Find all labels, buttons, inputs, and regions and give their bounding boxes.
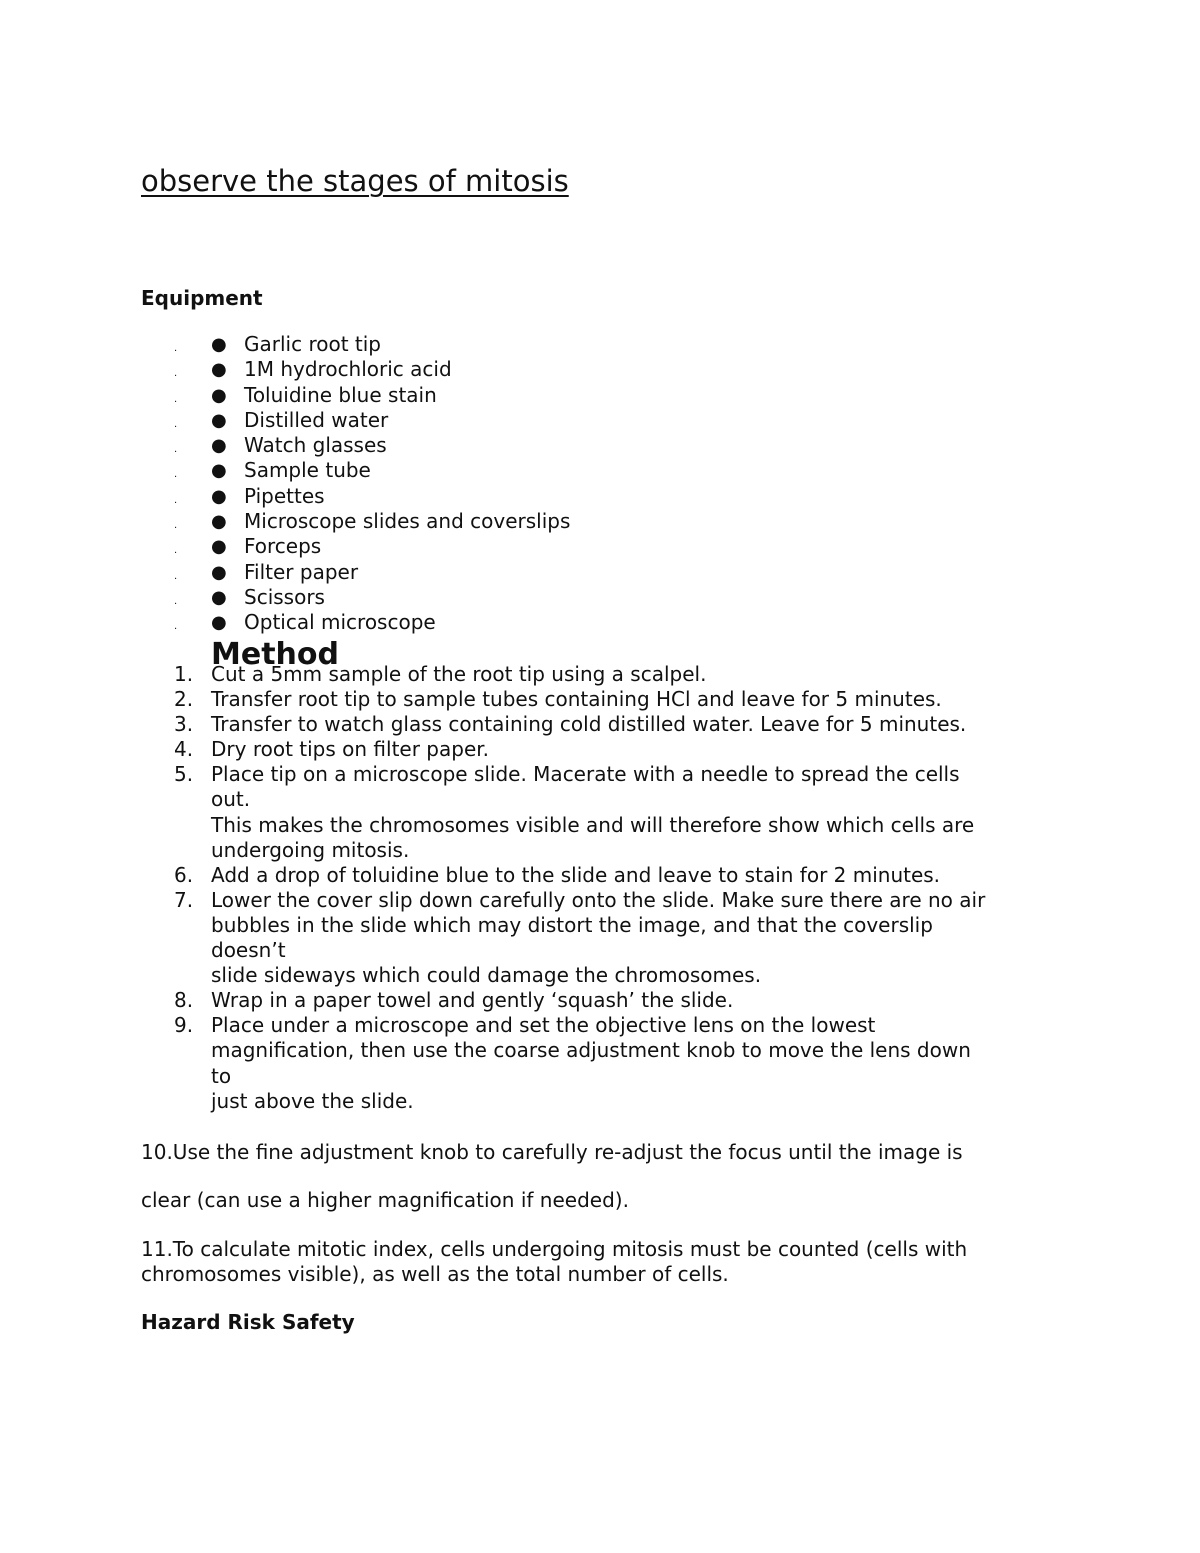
equipment-item-label: Sample tube xyxy=(244,458,371,483)
equipment-item-label: Garlic root tip xyxy=(244,332,381,356)
step-number: 4. xyxy=(174,737,194,762)
step-text-line: Add a drop of toluidine blue to the slide and leave to stain for 2 minutes. xyxy=(211,862,941,887)
step-number: 9. xyxy=(174,1013,194,1038)
method-heading: Method xyxy=(211,637,339,672)
equipment-item-label: Pipettes xyxy=(244,483,325,508)
step-text-line: out. xyxy=(211,787,251,812)
list-marker: . xyxy=(174,520,178,532)
bullet-icon: ● xyxy=(211,586,227,608)
bullet-icon: ● xyxy=(211,435,227,457)
step-number: 1. xyxy=(174,662,194,686)
document-title: observe the stages of mitosis xyxy=(141,164,569,198)
bullet-icon: ● xyxy=(211,409,227,431)
bullet-icon: ● xyxy=(211,536,227,558)
equipment-item-label: Toluidine blue stain xyxy=(244,382,437,407)
equipment-heading: Equipment xyxy=(141,286,263,310)
method-step xyxy=(0,762,1060,862)
equipment-item-label: Scissors xyxy=(244,584,325,609)
step-text-line: Transfer to watch glass containing cold distilled water. Leave for 5 minutes. xyxy=(211,712,967,737)
step-text-line: Wrap in a paper towel and gently ‘squash’ the slide. xyxy=(211,988,734,1013)
step-number: 5. xyxy=(174,762,194,787)
step-text-line: doesn’t xyxy=(211,938,286,963)
step-11-line-2: chromosomes visible), as well as the total number of cells. xyxy=(141,1262,729,1286)
step-number: 2. xyxy=(174,687,194,712)
step-text-line: Dry root tips on filter paper. xyxy=(211,737,489,762)
step-text-line: Place under a microscope and set the objective lens on the lowest xyxy=(211,1013,876,1038)
method-step xyxy=(0,888,1060,988)
bullet-icon: ● xyxy=(211,334,227,355)
equipment-item-label: Forceps xyxy=(244,534,322,559)
list-marker: . xyxy=(174,368,178,380)
bullet-icon: ● xyxy=(211,511,227,533)
step-number: 6. xyxy=(174,862,194,887)
method-step xyxy=(0,662,1060,687)
list-marker: . xyxy=(174,494,178,506)
hazard-risk-safety-heading: Hazard Risk Safety xyxy=(141,1310,355,1334)
equipment-item-label: Watch glasses xyxy=(244,433,387,458)
step-text-line: bubbles in the slide which may distort the image, and that the coverslip xyxy=(211,912,933,937)
bullet-icon: ● xyxy=(211,485,227,507)
method-step xyxy=(0,712,1060,737)
list-marker: . xyxy=(174,418,178,430)
step-number: 8. xyxy=(174,988,194,1013)
method-step xyxy=(0,737,1060,762)
method-step xyxy=(0,687,1060,712)
method-step xyxy=(0,1013,1060,1113)
step-text-line: Transfer root tip to sample tubes containing HCl and leave for 5 minutes. xyxy=(211,687,942,712)
step-text-line: to xyxy=(211,1063,232,1088)
bullet-icon: ● xyxy=(211,384,227,406)
list-marker: . xyxy=(174,570,178,582)
bullet-icon: ● xyxy=(211,561,227,583)
method-step xyxy=(0,988,1060,1013)
step-text-line: magnification, then use the coarse adjustment knob to move the lens down xyxy=(211,1038,971,1063)
list-marker: . xyxy=(174,545,178,557)
step-text-line: undergoing mitosis. xyxy=(211,837,410,862)
equipment-item-label: Microscope slides and coverslips xyxy=(244,509,571,534)
equipment-item-label: 1M hydrochloric acid xyxy=(244,357,452,382)
list-marker: . xyxy=(174,393,178,405)
bullet-icon: ● xyxy=(211,359,227,381)
step-10-line-1: 10.Use the fine adjustment knob to carefully re-adjust the focus until the image is xyxy=(141,1140,963,1164)
step-number: 7. xyxy=(174,887,194,912)
step-text-line: just above the slide. xyxy=(211,1088,414,1113)
equipment-item-label: Filter paper xyxy=(244,559,359,584)
step-text-line: slide sideways which could damage the chromosomes. xyxy=(211,963,762,988)
step-text-line: Lower the cover slip down carefully onto the slide. Make sure there are no air xyxy=(211,887,986,912)
step-text-line: This makes the chromosomes visible and will therefore show which cells are xyxy=(211,812,975,837)
equipment-item-label: Optical microscope xyxy=(244,610,436,635)
step-10-line-2: clear (can use a higher magnification if needed). xyxy=(141,1188,629,1212)
equipment-item-label: Distilled water xyxy=(244,407,389,432)
step-text-line: Place tip on a microscope slide. Macerate with a needle to spread the cells xyxy=(211,762,960,787)
list-marker: . xyxy=(174,595,178,607)
method-step xyxy=(0,863,1060,888)
step-text-line: Cut a 5mm sample of the root tip using a scalpel. xyxy=(211,662,707,686)
bullet-icon: ● xyxy=(211,460,227,482)
list-marker: . xyxy=(174,343,178,354)
step-number: 3. xyxy=(174,712,194,737)
step-11-line-1: 11.To calculate mitotic index, cells undergoing mitosis must be counted (cells with xyxy=(141,1237,968,1261)
method-steps xyxy=(0,662,1060,1114)
list-marker: . xyxy=(174,444,178,456)
list-marker: . xyxy=(174,621,178,633)
bullet-icon: ● xyxy=(211,612,227,634)
list-marker: . xyxy=(174,469,178,481)
